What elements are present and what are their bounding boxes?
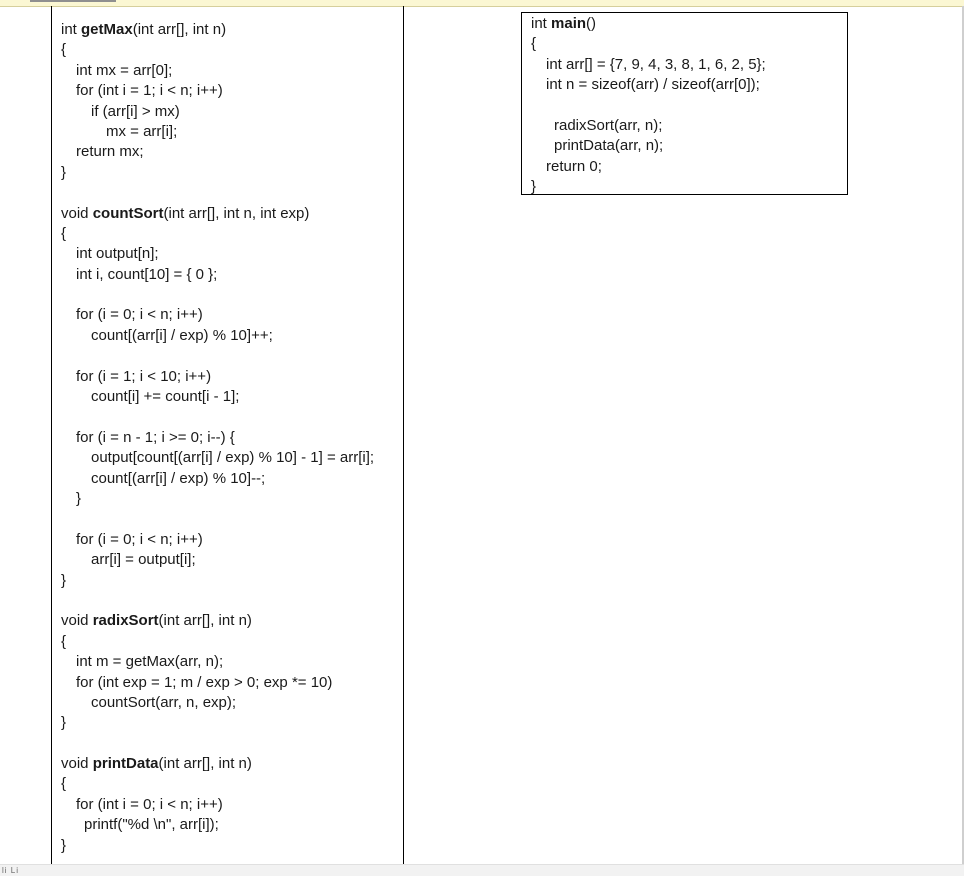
main-name: main <box>551 15 587 32</box>
column-divider-rule <box>403 6 404 864</box>
code-line: int mx = arr[0]; <box>76 61 173 79</box>
status-bar-text: li Li <box>2 866 20 875</box>
code-line: for (int i = 1; i < n; i++) <box>76 82 223 100</box>
code-line: for (int exp = 1; m / exp > 0; exp *= 10) <box>76 673 333 691</box>
code-line: { <box>61 41 67 59</box>
blank-line <box>61 509 399 529</box>
code-line: } <box>61 836 67 854</box>
code-line: return mx; <box>76 143 144 161</box>
bottom-status-bar <box>0 864 964 876</box>
code-line: printData(arr, n); <box>554 137 664 155</box>
code-line: int output[n]; <box>76 245 159 263</box>
code-line: count[i] += count[i - 1]; <box>91 388 240 406</box>
code-line: } <box>61 714 67 732</box>
code-line: int m = getMax(arr, n); <box>76 653 224 671</box>
code-line: } <box>61 163 67 181</box>
countsort-signature: void countSort(int arr[], int n, int exp) <box>61 204 310 222</box>
code-line: return 0; <box>546 157 602 175</box>
printdata-signature: void printData(int arr[], int n) <box>61 755 252 773</box>
getmax-name: getMax <box>81 21 133 38</box>
blank-line <box>531 96 841 116</box>
blank-line <box>61 591 399 611</box>
code-line: { <box>531 35 537 53</box>
printdata-name: printData <box>92 755 159 773</box>
code-line: output[count[(arr[i] / exp) % 10] - 1] = arr[i]; <box>91 449 375 467</box>
code-line: { <box>61 775 67 793</box>
blank-line <box>61 346 399 366</box>
left-margin-rule <box>51 6 52 864</box>
blank-line <box>61 183 399 203</box>
radixsort-signature: void radixSort(int arr[], int n) <box>61 612 252 630</box>
top-ribbon-strip <box>0 0 964 7</box>
radixsort-name: radixSort <box>92 612 159 630</box>
top-tab-indicator[interactable] <box>30 0 116 2</box>
code-line: } <box>61 571 67 589</box>
code-line: mx = arr[i]; <box>106 122 178 140</box>
main-function-box <box>521 12 848 195</box>
code-line: } <box>531 178 537 196</box>
code-line: countSort(arr, n, exp); <box>91 693 237 711</box>
countsort-name: countSort <box>92 204 164 222</box>
main-code-block <box>531 14 841 198</box>
code-line: for (int i = 0; i < n; i++) <box>76 795 223 813</box>
code-line: int i, count[10] = { 0 }; <box>76 265 218 283</box>
code-line: if (arr[i] > mx) <box>91 102 180 120</box>
code-line: arr[i] = output[i]; <box>91 551 196 569</box>
left-code-column <box>61 20 399 856</box>
code-line: for (i = 0; i < n; i++) <box>76 306 203 324</box>
code-line: for (i = n - 1; i >= 0; i--) { <box>76 428 235 446</box>
code-line: count[(arr[i] / exp) % 10]++; <box>91 326 273 344</box>
code-line: { <box>61 632 67 650</box>
code-line: } <box>76 489 82 507</box>
getmax-signature: int getMax(int arr[], int n) <box>61 21 227 38</box>
code-line: count[(arr[i] / exp) % 10]--; <box>91 469 266 487</box>
blank-line <box>61 285 399 305</box>
blank-line <box>61 407 399 427</box>
code-line: printf("%d \n", arr[i]); <box>84 816 219 834</box>
code-line: for (i = 0; i < n; i++) <box>76 530 203 548</box>
code-line: { <box>61 224 67 242</box>
main-signature: int main() <box>531 15 597 32</box>
code-line: radixSort(arr, n); <box>554 116 663 134</box>
blank-line <box>61 734 399 754</box>
code-line: for (i = 1; i < 10; i++) <box>76 367 212 385</box>
code-line: int n = sizeof(arr) / sizeof(arr[0]); <box>546 76 760 94</box>
code-line: int arr[] = {7, 9, 4, 3, 8, 1, 6, 2, 5}; <box>546 55 766 73</box>
